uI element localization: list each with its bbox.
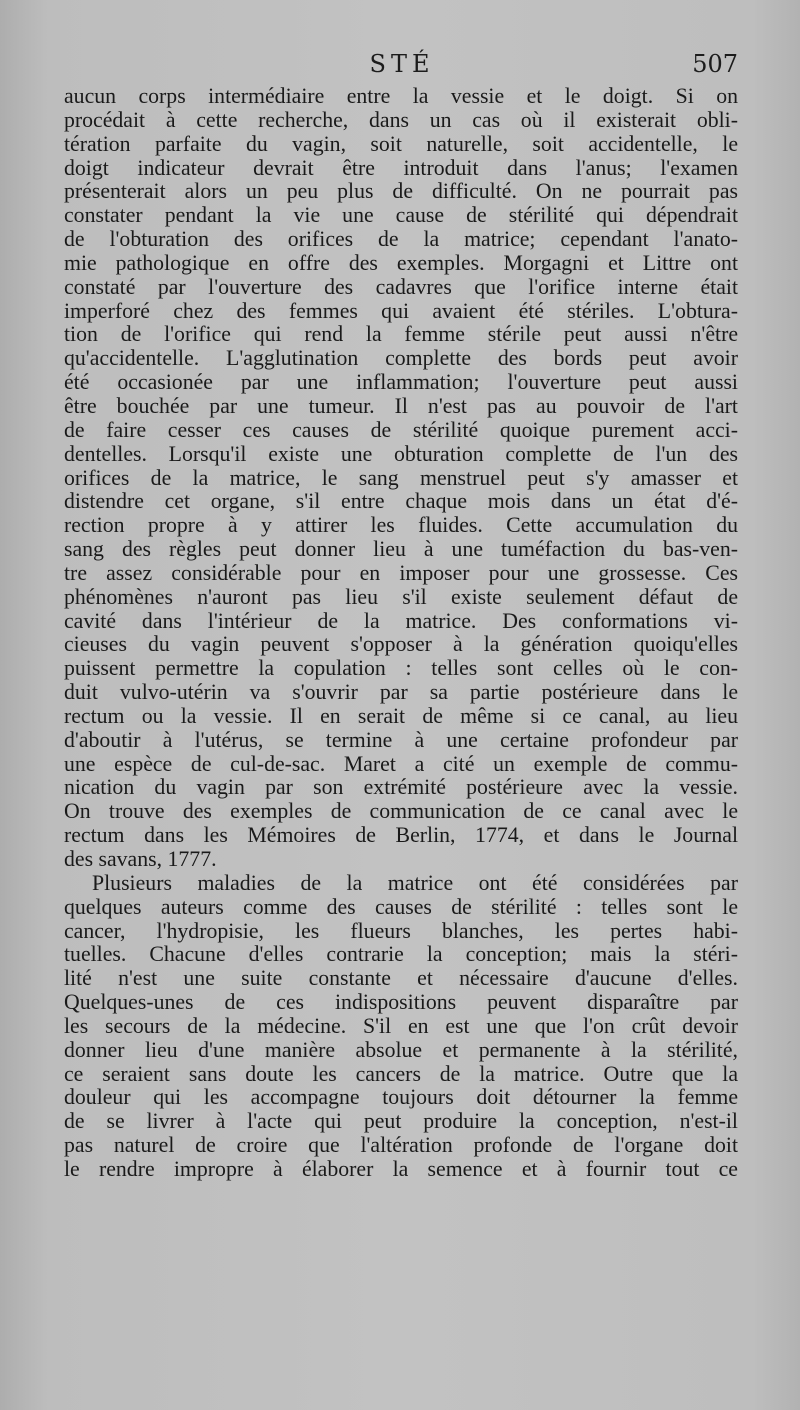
text-line: cavité dans l'intérieur de la matrice. Des conformations vi- bbox=[64, 608, 738, 633]
text-line: constater pendant la vie une cause de stérilité qui dépendrait bbox=[64, 203, 738, 228]
text-line: les secours de la médecine. S'il en est une que l'on crût devoir bbox=[64, 1013, 738, 1038]
text-line: tion de l'orifice qui rend la femme stérile peut aussi n'être bbox=[64, 322, 738, 347]
text-line: Plusieurs maladies de la matrice ont été considérées par bbox=[92, 870, 738, 895]
text-line: aucun corps intermédiaire entre la vessie et le doigt. Si on bbox=[64, 84, 738, 108]
text-line: d'aboutir à l'utérus, se termine à une certaine profondeur par bbox=[64, 727, 738, 752]
text-line: présenterait alors un peu plus de difficulté. On ne pourrait pas bbox=[64, 179, 738, 204]
text-line: orifices de la matrice, le sang menstruel peut s'y amasser et bbox=[64, 465, 738, 490]
text-line: douleur qui les accompagne toujours doit détourner la femme bbox=[64, 1085, 738, 1110]
text-line: rectum ou la vessie. Il en serait de même si ce canal, au lieu bbox=[64, 703, 738, 728]
text-line: dentelles. Lorsqu'il existe une obturation complette de l'un des bbox=[64, 441, 738, 466]
text-line: lité n'est une suite constante et nécessaire d'aucune d'elles. bbox=[64, 966, 738, 991]
text-line: distendre cet organe, s'il entre chaque mois dans un état d'é- bbox=[64, 489, 738, 514]
text-line: imperforé chez des femmes qui avaient été stériles. L'obtura- bbox=[64, 298, 738, 323]
body-text bbox=[64, 85, 738, 1182]
text-line: tuelles. Chacune d'elles contrarie la conception; mais la stéri- bbox=[64, 942, 738, 967]
text-line: puissent permettre la copulation : telles sont celles où le con- bbox=[64, 656, 738, 681]
text-line: rection propre à y attirer les fluides. Cette accumulation du bbox=[64, 513, 738, 538]
text-line: duit vulvo-utérin va s'ouvrir par sa partie postérieure dans le bbox=[64, 680, 738, 705]
text-line: donner lieu d'une manière absolue et permanente à la stérilité, bbox=[64, 1037, 738, 1062]
text-line: nication du vagin par son extrémité postérieure avec la vessie. bbox=[64, 775, 738, 800]
text-line: de faire cesser ces causes de stérilité quoique purement acci- bbox=[64, 417, 738, 442]
text-line: des savans, 1777. bbox=[64, 847, 217, 871]
text-line: phénomènes n'auront pas lieu s'il existe seulement défaut de bbox=[64, 584, 738, 609]
text-line: le rendre impropre à élaborer la semence et à fournir tout ce bbox=[64, 1156, 738, 1181]
page-header bbox=[62, 50, 742, 86]
text-line: qu'accidentelle. L'agglutination complette des bords peut avoir bbox=[64, 346, 738, 371]
text-line: quelques auteurs comme des causes de stérilité : telles sont le bbox=[64, 894, 738, 919]
text-line: tre assez considérable pour en imposer pour une grossesse. Ces bbox=[64, 560, 738, 585]
text-line: rectum dans les Mémoires de Berlin, 1774, et dans le Journal bbox=[64, 823, 738, 848]
text-line: de se livrer à l'acte qui peut produire la conception, n'est-il bbox=[64, 1109, 738, 1134]
text-line: On trouve des exemples de communication de ce canal avec le bbox=[64, 799, 738, 824]
text-line: de l'obturation des orifices de la matrice; cependant l'anato- bbox=[64, 227, 738, 252]
text-line: Quelques-unes de ces indispositions peuvent disparaître par bbox=[64, 990, 738, 1015]
text-line: sang des règles peut donner lieu à une tuméfaction du bas-ven- bbox=[64, 537, 738, 562]
text-line: une espèce de cul-de-sac. Maret a cité un exemple de commu- bbox=[64, 751, 738, 776]
text-line: mie pathologique en offre des exemples. Morgagni et Littre ont bbox=[64, 250, 738, 275]
text-line: constaté par l'ouverture des cadavres que l'orifice interne était bbox=[64, 274, 738, 299]
text-line: doigt indicateur devrait être introduit dans l'anus; l'examen bbox=[64, 155, 738, 180]
page-number: 507 bbox=[692, 50, 738, 78]
text-line: ce seraient sans doute les cancers de la matrice. Outre que la bbox=[64, 1061, 738, 1086]
text-line: être bouchée par une tumeur. Il n'est pas au pouvoir de l'art bbox=[64, 393, 738, 418]
text-line: été occasionée par une inflammation; l'ouverture peut aussi bbox=[64, 370, 738, 395]
running-head: STÉ bbox=[369, 50, 435, 78]
text-line: procédait à cette recherche, dans un cas où il existerait obli- bbox=[64, 107, 738, 132]
text-line: tération parfaite du vagin, soit naturelle, soit accidentelle, le bbox=[64, 131, 738, 156]
text-line: cieuses du vagin peuvent s'opposer à la génération quoiqu'elles bbox=[64, 632, 738, 657]
text-line: cancer, l'hydropisie, les flueurs blanches, les pertes habi- bbox=[64, 918, 738, 943]
text-line: pas naturel de croire que l'altération profonde de l'organe doit bbox=[64, 1133, 738, 1158]
